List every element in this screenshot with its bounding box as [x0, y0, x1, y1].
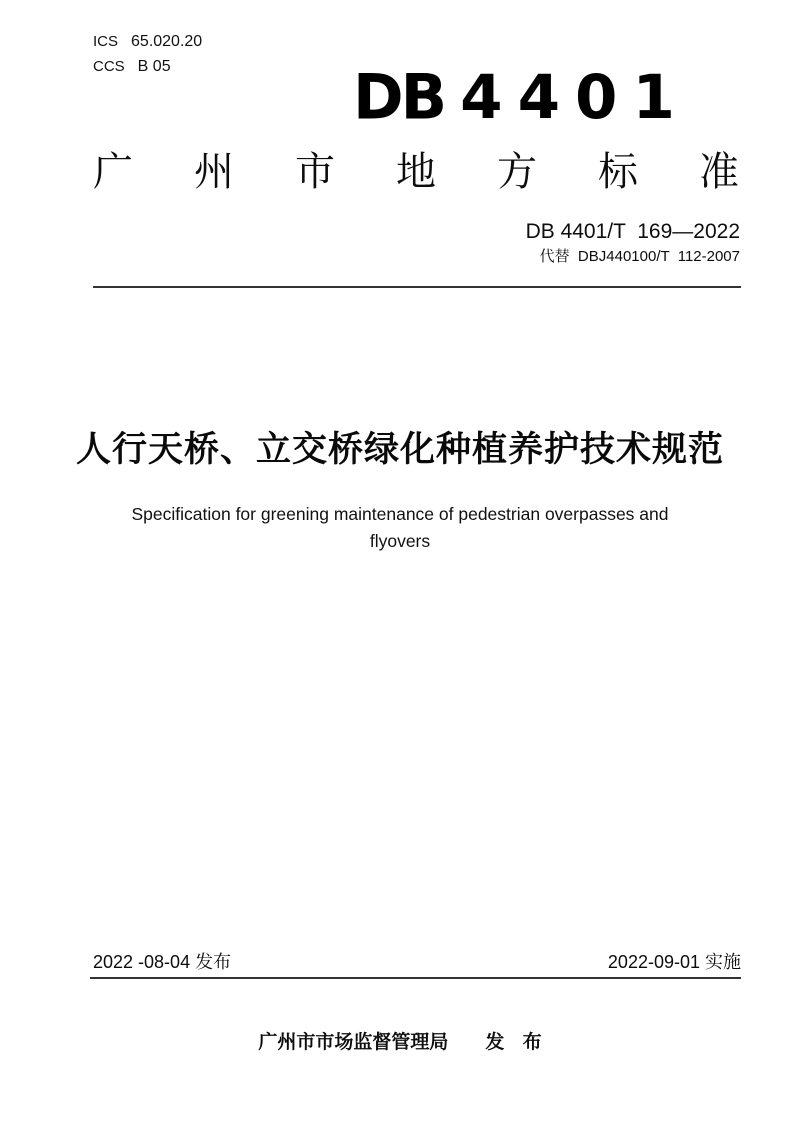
date-row	[93, 950, 741, 974]
ics-label: ICS	[93, 33, 119, 50]
document-title-en-line1: Specification for greening maintenance of pedestrian overpasses and	[131, 504, 669, 524]
publish-label: 发 布	[485, 1032, 542, 1053]
ics-code	[93, 31, 202, 53]
standard-category-title: 广州市地方标准	[93, 150, 800, 194]
implementation-date: 2022-09-01 实施	[607, 952, 741, 972]
ics-value: 65.020.20	[131, 33, 203, 50]
standard-number: DB 4401/T 169—2022	[525, 220, 740, 243]
replaced-standard: 代替 DBJ440100/T 112-2007	[539, 248, 740, 265]
publisher: 广州市市场监督管理局	[258, 1032, 449, 1053]
publisher-row	[0, 1030, 800, 1056]
db4401-logo	[353, 61, 690, 134]
document-title-en	[60, 501, 740, 555]
document-title-en-line2: flyovers	[369, 531, 431, 551]
ccs-label: CCS	[93, 58, 125, 75]
logo-number: 4401	[460, 62, 690, 133]
ccs-code	[93, 56, 171, 78]
document-title-zh: 人行天桥、立交桥绿化种植养护技术规范	[75, 430, 724, 469]
footer-divider	[90, 977, 741, 979]
issue-date: 2022 -08-04 发布	[93, 952, 232, 972]
header-divider	[93, 286, 741, 288]
logo-prefix: DB	[353, 61, 445, 134]
ccs-value: B 05	[137, 58, 171, 75]
